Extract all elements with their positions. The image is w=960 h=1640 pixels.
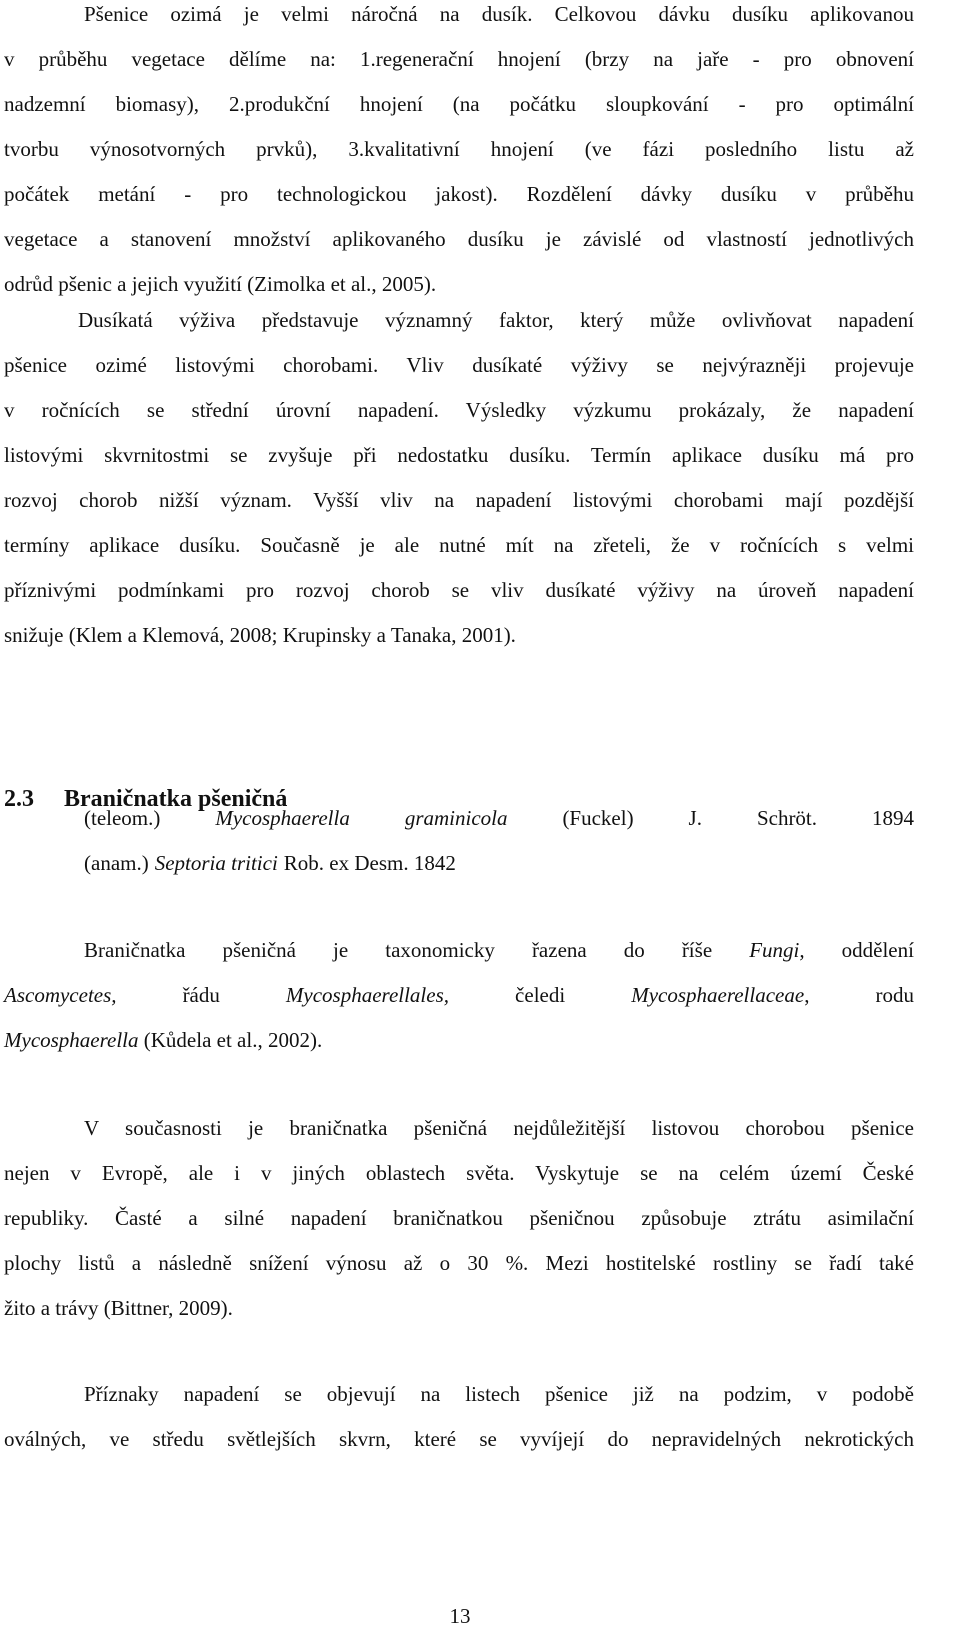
word: Fungi,	[749, 938, 805, 962]
anam-author: Rob. ex Desm. 1842	[283, 851, 456, 875]
section-number: 2.3	[4, 786, 34, 812]
text-line: příznivými podmínkami pro rozvoj chorob se vliv dusíkaté výživy na úroveň napadení	[4, 578, 914, 602]
text-line: termíny aplikace dusíku. Současně je ale nutné mít na zřeteli, že v ročnících s velmi	[4, 533, 914, 557]
word: Mycosphaerellaceae	[631, 983, 805, 1007]
anam-name: Septoria tritici	[154, 851, 278, 875]
word: říše	[681, 938, 713, 962]
text-line: vegetace a stanovení množství aplikovaného dusíku je závislé od vlastností jednotlivých	[4, 227, 914, 251]
anamorph-line	[84, 841, 914, 886]
author-name: (Fuckel)	[562, 806, 634, 830]
text-line: počátek metání - pro technologickou jakost). Rozdělení dávky dusíku v průběhu	[4, 182, 914, 206]
text-line: žito a trávy (Bittner, 2009).	[4, 1296, 233, 1320]
page-number: 13	[449, 1604, 471, 1628]
paragraph-nitrogen-fertilization	[4, 0, 914, 307]
text-line: rozvoj chorob nižší význam. Vyšší vliv na napadení listovými chorobami mají pozdější	[4, 488, 914, 512]
species-name: graminicola	[404, 806, 508, 830]
author-initial: J.	[688, 806, 702, 830]
word: je	[333, 938, 349, 962]
text-line: nejen v Evropě, ale i v jiných oblastech světa. Vyskytuje se na celém území České	[4, 1161, 914, 1185]
paragraph-importance	[4, 1106, 914, 1331]
text-line: plochy listů a následně snížení výnosu až o 30 %. Mezi hostitelské rostliny se řadí také	[4, 1251, 914, 1275]
teleo-label: (teleom.)	[84, 806, 161, 830]
word: ,	[804, 983, 810, 1007]
author-surname: Schröt.	[756, 806, 818, 830]
text-line: snižuje (Klem a Klemová, 2008; Krupinsky a Tanaka, 2001).	[4, 623, 516, 647]
taxonomy-block	[84, 796, 914, 886]
paragraph-classification	[4, 928, 914, 1063]
word: Mycosphaerella	[4, 1028, 139, 1052]
year: 1894	[871, 806, 914, 830]
anam-label: (anam.)	[84, 851, 149, 875]
text-line	[4, 928, 914, 973]
text-line: v ročnících se střední úrovní napadení. Výsledky výzkumu prokázaly, že napadení	[4, 398, 914, 422]
word: Mycosphaerellales,	[285, 983, 450, 1007]
word-group	[631, 973, 809, 1018]
text-line: nadzemní biomasy), 2.produkční hnojení (na počátku sloupkování - pro optimální	[4, 92, 914, 116]
text-line: odrůd pšenic a jejich využití (Zimolka et al., 2005).	[4, 272, 437, 296]
text-line: Pšenice ozimá je velmi náročná na dusík. Celkovou dávku dusíku aplikovanou	[84, 2, 914, 26]
word: oddělení	[841, 938, 914, 962]
word: Braničnatka	[84, 938, 186, 962]
text-line: Dusíkatá výživa představuje významný faktor, který může ovlivňovat napadení	[78, 308, 914, 332]
teleomorph-line	[84, 796, 914, 841]
word: čeledi	[515, 983, 566, 1007]
paragraph-nitrogen-disease	[4, 298, 914, 658]
text-line: listovými skvrnitostmi se zvyšuje při nedostatku dusíku. Termín aplikace dusíku má pro	[4, 443, 914, 467]
word: řazena	[531, 938, 587, 962]
text-line: pšenice ozimé listovými chorobami. Vliv dusíkaté výživy se nejvýrazněji projevuje	[4, 353, 914, 377]
section-title: Braničnatka pšeničná	[64, 786, 288, 812]
word: řádu	[182, 983, 220, 1007]
text-line: republiky. Časté a silné napadení braničnatkou pšeničnou způsobuje ztrátu asimilační	[4, 1206, 914, 1230]
text-line	[4, 1018, 914, 1063]
text-line: V současnosti je braničnatka pšeničná nejdůležitější listovou chorobou pšenice	[84, 1116, 914, 1140]
text-line: tvorbu výnosotvorných prvků), 3.kvalitativní hnojení (ve fázi posledního listu až	[4, 137, 914, 161]
word: do	[623, 938, 645, 962]
word: (Kůdela et al., 2002).	[138, 1028, 323, 1052]
text-line: oválných, ve středu světlejších skvrn, které se vyvíjejí do nepravidelných nekrotických	[4, 1427, 914, 1451]
word: taxonomicky	[385, 938, 495, 962]
word: rodu	[875, 983, 914, 1007]
word: Ascomycetes,	[4, 983, 117, 1007]
word: pšeničná	[222, 938, 296, 962]
genus-name: Mycosphaerella	[215, 806, 350, 830]
text-line: Příznaky napadení se objevují na listech pšenice již na podzim, v podobě	[84, 1382, 914, 1406]
text-line	[4, 973, 914, 1018]
paragraph-symptoms	[4, 1372, 914, 1462]
text-line: v průběhu vegetace dělíme na: 1.regenerační hnojení (brzy na jaře - pro obnovení	[4, 47, 914, 71]
